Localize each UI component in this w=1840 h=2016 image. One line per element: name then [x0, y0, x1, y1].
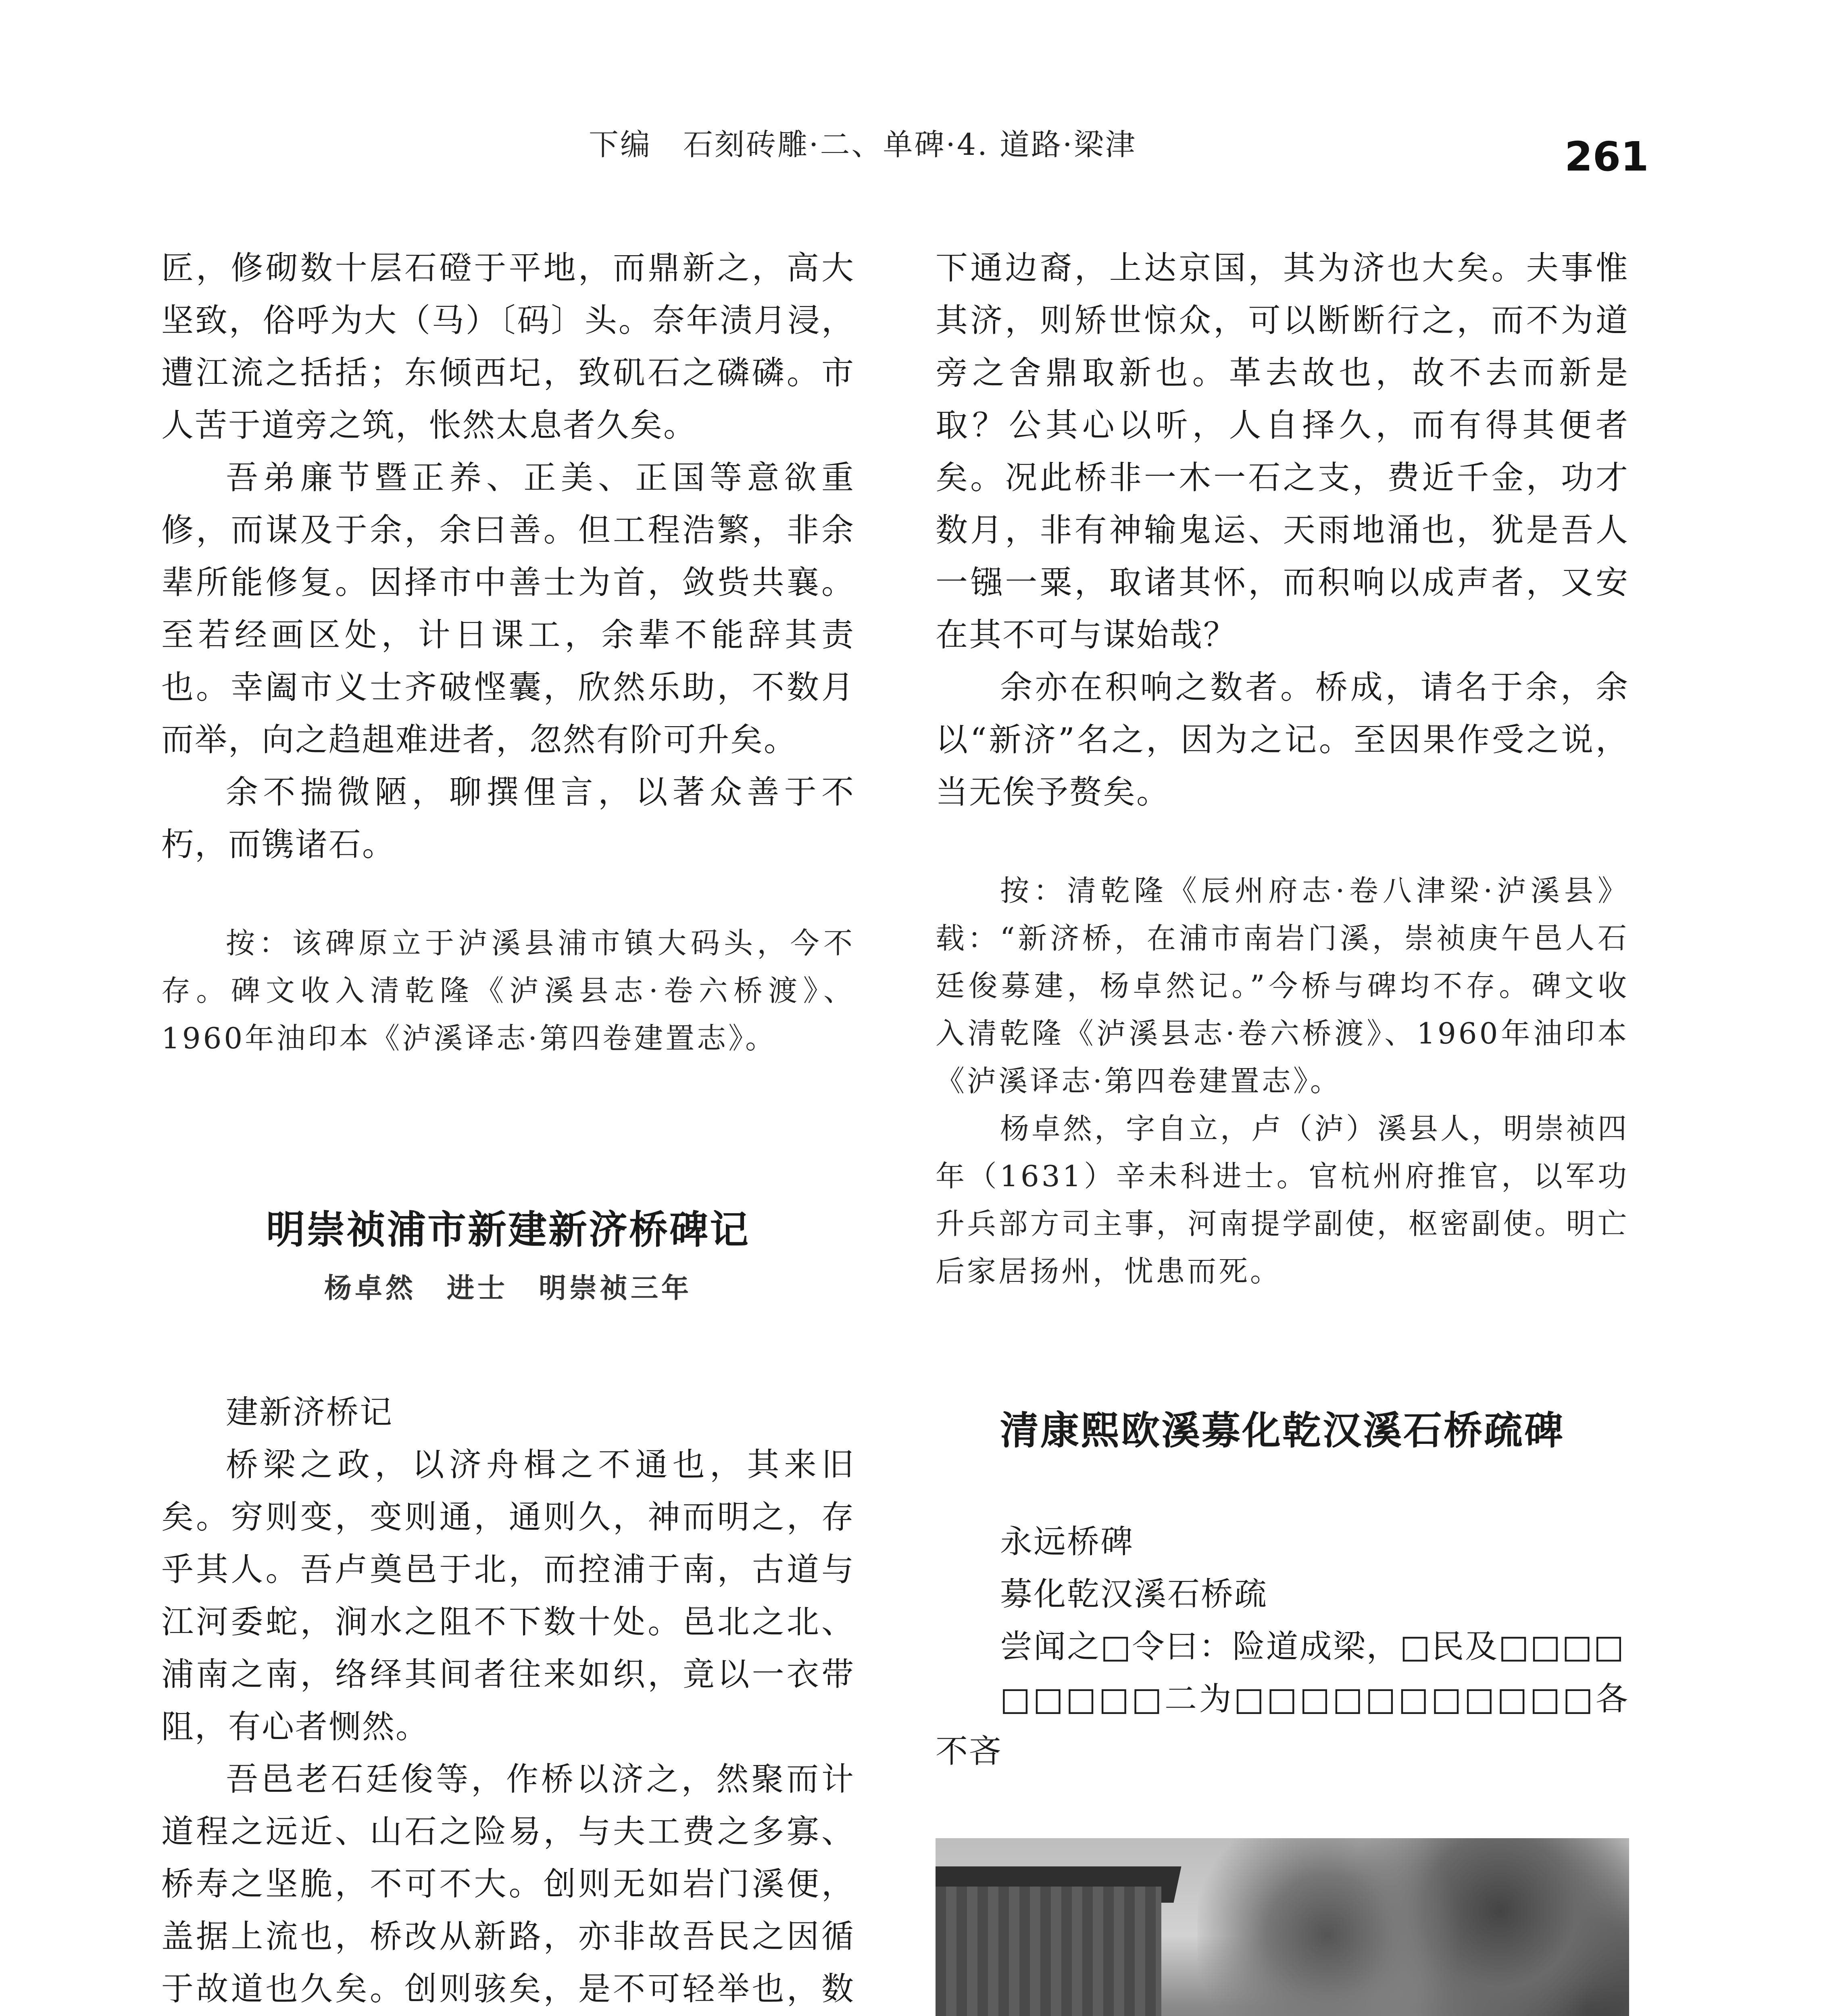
body-paragraph: 匠，修砌数十层石磴于平地，而鼎新之，高大坚致，俗呼为大（马）〔码〕头。奈年渍月浸，遭江流之括括；东倾西圮，致矶石之磷磷。市人苦于道旁之筑，怅然太息者久矣。: [161, 249, 855, 444]
left-column: [161, 242, 855, 2016]
body-paragraph: 桥梁之政，以济舟楫之不通也，其来旧矣。穷则变，变则通，通则久，神而明之，存乎其人。吾卢奠邑于北，而控浦于南，古道与江河委蛇，涧水之阻不下数十处。邑北之北、浦南之南，络绎其间者往来如织，竟以一衣带阻，有心者恻然。: [161, 1446, 855, 1745]
article-title: 清康熙欧溪募化乾汉溪石桥疏碑: [1000, 1408, 1565, 1453]
inscription-line: □□□□□二为□□□□□□□□□□□各不吝: [936, 1680, 1629, 1770]
body-paragraph: 余不揣微陋，聊撰俚言，以著众善于不朽，而镌诸石。: [161, 773, 855, 863]
right-column: [936, 242, 1629, 2016]
author-note: 杨卓然，字自立，卢（泸）溪县人，明崇祯四年（1631）辛未科进士。官杭州府推官，以军功升兵部方司主事，河南提学副使，枢密副使。明亡后家居扬州，忧患而死。: [936, 1112, 1630, 1288]
inscription-line: 永远桥碑: [1000, 1523, 1134, 1560]
editor-note: 按：该碑原立于泸溪县浦市镇大码头，今不存。碑文收入清乾隆《泸溪县志·卷六桥渡》、1960年油印本《泸溪译志·第四卷建置志》。: [161, 926, 855, 1055]
body-paragraph: 下通边裔，上达京国，其为济也大矣。夫事惟其济，则矫世惊众，可以断断行之，而不为道旁之舍鼎取新也。革去故也，故不去而新是取？公其心以听，人自择久，而有得其便者矣。况此桥非一木一石之支，费近千金，功才数月，非有神输鬼运、天雨地涌也，犹是吾人一镪一粟，取诸其怀，而积响以成声者，又安在其不可与谋始哉？: [936, 249, 1629, 654]
body-paragraph: 余亦在积响之数者。桥成，请名于余，余以“新济”名之，因为之记。至因果作受之说，当无俟予赘矣。: [936, 669, 1629, 811]
body-paragraph: 吾弟廉节暨正养、正美、正国等意欲重修，而谋及于余，余曰善。但工程浩繁，非余辈所能修复。因择市中善士为首，敛赀共襄。至若经画区处，计日课工，余辈不能辞其责也。幸阖市义士齐破悭囊，欣然乐助，不数月而举，向之趋趄难进者，忽然有阶可升矣。: [161, 459, 855, 758]
running-header: 下编 石刻砖雕·二、单碑·4. 道路·梁津: [589, 127, 1137, 162]
inscription-line: 尝闻之□令曰：险道成梁，□民及□□□□: [1000, 1628, 1625, 1665]
page-number: 261: [1565, 133, 1649, 180]
body-paragraph: 吾邑老石廷俊等，作桥以济之，然聚而计道程之远近、山石之险易，与夫工费之多寡、桥寿之坚脆，不可不大。创则无如岩门溪便，盖据上流也，桥改从新路，亦非故吾民之因循于故道也久矣。创则骇矣，是不可轻举也，数: [161, 1760, 855, 2008]
article-title: 明崇祯浦市新建新济桥碑记: [266, 1207, 750, 1252]
inscription-line: 募化乾汉溪石桥疏: [1000, 1575, 1268, 1613]
article-subtitle: 建新济桥记: [226, 1393, 393, 1431]
article-byline: 杨卓然 进士 明崇祯三年: [324, 1272, 692, 1304]
bridge-photo: [936, 1838, 1629, 2016]
editor-note: 按：清乾隆《辰州府志·卷八津梁·泸溪县》载：“新济桥，在浦市南岩门溪，崇祯庚午邑人石廷俊募建，杨卓然记。”今桥与碑均不存。碑文收入清乾隆《泸溪县志·卷六桥渡》、1960年油印本《泸溪译志·第四卷建置志》。: [936, 874, 1629, 1098]
